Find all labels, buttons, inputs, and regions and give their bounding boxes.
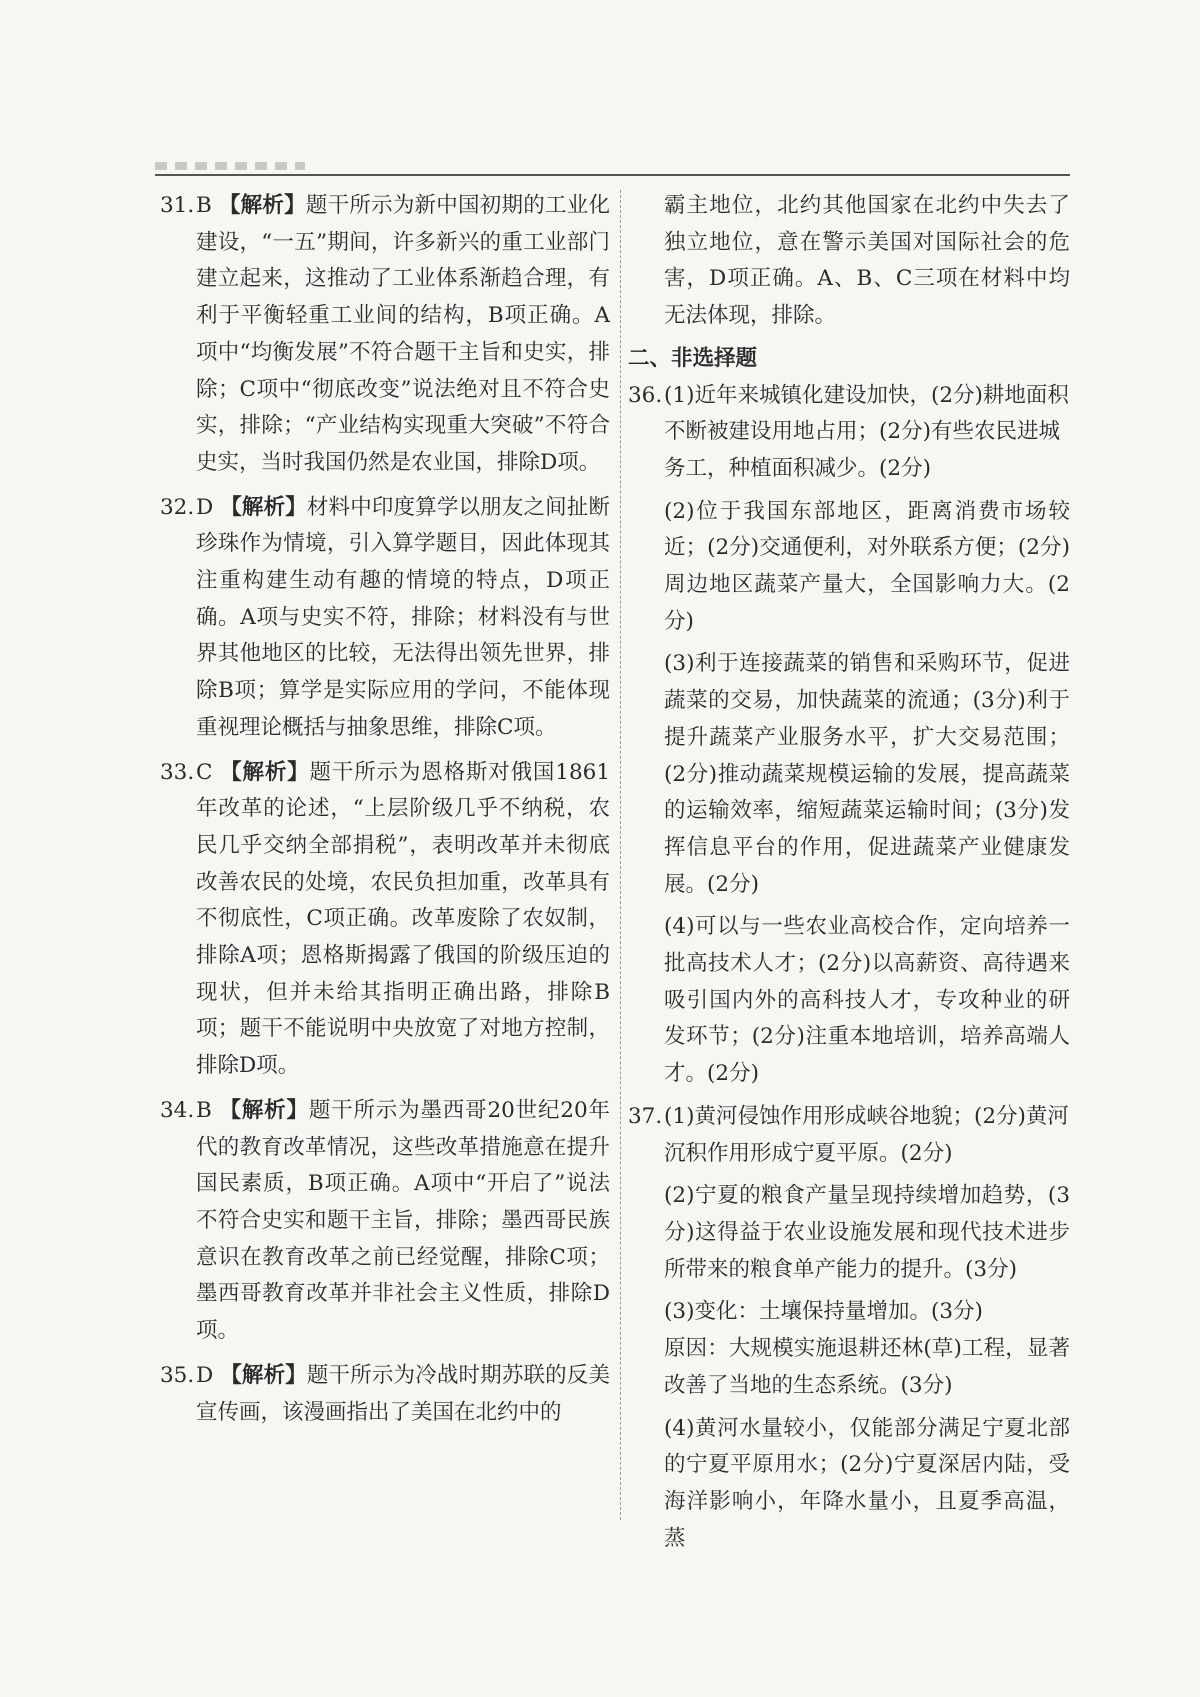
answer-text: 材料中印度算学以朋友之间扯断珍珠作为情境，引入算学题目，因此体现其注重构建生动有趣的情境的特点，D项正确。A项与史实不符，排除；材料没有与世界其他地区的比较，无法得出领先世界，排除B项；算学是实际应用的学问，不能体现重视理论概括与抽象思维，排除C项。: [196, 494, 610, 740]
answer-34: [160, 1093, 610, 1350]
answer-number: 33.: [160, 759, 195, 785]
analysis-tag: 【解析】: [218, 193, 306, 218]
answer-33: [160, 755, 610, 1085]
answer-letter: C: [196, 759, 213, 785]
answer-text: 题干所示为恩格斯对俄国1861年改革的论述，“上层阶级几乎不纳税，农民几乎交纳全部捐税”，表明改革并未彻底改善农民的处境，农民负担加重，改革具有不彻底性，C项正确。改革废除了农奴制，排除A项；恩格斯揭露了俄国的阶级压迫的现状，但并未给其指明正确出路，排除B项；题干不能说明中央放宽了对地方控制，排除D项。: [196, 759, 610, 1079]
answer-number: 31.: [160, 193, 195, 218]
question-part: (3)利于连接蔬菜的销售和采购环节，促进蔬菜的交易，加快蔬菜的流通；(3分)利于提升蔬菜产业服务水平，扩大交易范围；(2分)推动蔬菜规模运输的发展，提高蔬菜的运输效率，缩短蔬菜运输时间；(3分)发挥信息平台的作用，促进蔬菜产业健康发展。(2分): [664, 651, 1070, 897]
question-part: (3)变化：土壤保持量增加。(3分): [664, 1299, 983, 1325]
answer-letter: B: [196, 1097, 212, 1123]
question-37: [628, 1099, 1070, 1172]
column-divider: [620, 190, 621, 1520]
question-part: (1)黄河侵蚀作用形成峡谷地貌；(2分)黄河沉积作用形成宁夏平原。(2分): [664, 1103, 1069, 1166]
answer-text: 题干所示为墨西哥20世纪20年代的教育改革情况，这些改革措施意在提升国民素质，B项正确。A项中“开启了”说法不符合史实和题干主旨，排除；墨西哥民族意识在教育改革之前已经觉醒，排除C项；墨西哥教育改革并非社会主义性质，排除D项。: [196, 1097, 610, 1344]
question-part: 原因：大规模实施退耕还林(草)工程，显著改善了当地的生态系统。(3分): [664, 1336, 1070, 1398]
question-part: (1)近年来城镇化建设加快，(2分)耕地面积不断被建设用地占用；(2分)有些农民进城务工，种植面积减少。(2分): [664, 382, 1069, 481]
answer-number: 32.: [160, 494, 195, 520]
answer-letter: D: [196, 494, 214, 520]
question-part: (2)宁夏的粮食产量呈现持续增加趋势，(3分)这得益于农业设施发展和现代技术进步所带来的粮食单产能力的提升。(3分): [664, 1183, 1070, 1282]
answer-32: [160, 490, 610, 747]
question-part: (4)可以与一些农业高校合作，定向培养一批高技术人才；(2分)以高薪资、高待遇来吸引国内外的高科技人才，专攻种业的研发环节；(2分)注重本地培训，培养高端人才。(2分): [664, 914, 1070, 1087]
question-36: [628, 378, 1070, 488]
question-number: 36.: [628, 382, 663, 408]
answer-35-continuation: 霸主地位，北约其他国家在北约中失去了独立地位，意在警示美国对国际社会的危害，D项正确。A、B、C三项在材料中均无法体现，排除。: [664, 193, 1070, 329]
analysis-tag: 【解析】: [219, 1097, 309, 1123]
section-title: 二、非选择题: [628, 345, 758, 371]
answer-letter: D: [196, 1362, 214, 1388]
question-part: (4)黄河水量较小，仅能部分满足宁夏北部的宁夏平原用水；(2分)宁夏深居内陆，受海洋影响小，年降水量小，且夏季高温，蒸: [664, 1415, 1070, 1551]
question-number: 37.: [628, 1103, 663, 1129]
answer-number: 35.: [160, 1362, 195, 1388]
answer-text: 题干所示为冷战时期苏联的反美宣传画，该漫画指出了美国在北约中的: [196, 1362, 610, 1425]
answer-35: [160, 1358, 610, 1431]
left-column: [160, 188, 610, 1439]
question-part: (2)位于我国东部地区，距离消费市场较近；(2分)交通便利，对外联系方便；(2分)周边地区蔬菜产量大，全国影响力大。(2分): [664, 498, 1070, 634]
answer-text: 题干所示为新中国初期的工业化建设，“一五”期间，许多新兴的重工业部门建立起来，这推动了工业体系渐趋合理，有利于平衡轻重工业间的结构，B项正确。A项中“均衡发展”不符合题干主旨和史实，排除；C项中“彻底改变”说法绝对且不符合史实，排除；“产业结构实现重大突破”不符合史实，当时我国仍然是农业国，排除D项。: [196, 193, 610, 475]
analysis-tag: 【解析】: [220, 759, 310, 785]
analysis-tag: 【解析】: [220, 494, 307, 520]
header-mark: [155, 162, 305, 170]
answer-31: [160, 188, 610, 482]
right-column: [628, 188, 1070, 1563]
answer-letter: B: [196, 193, 212, 218]
analysis-tag: 【解析】: [220, 1362, 307, 1388]
top-rule: [155, 174, 1070, 176]
answer-number: 34.: [160, 1097, 195, 1123]
